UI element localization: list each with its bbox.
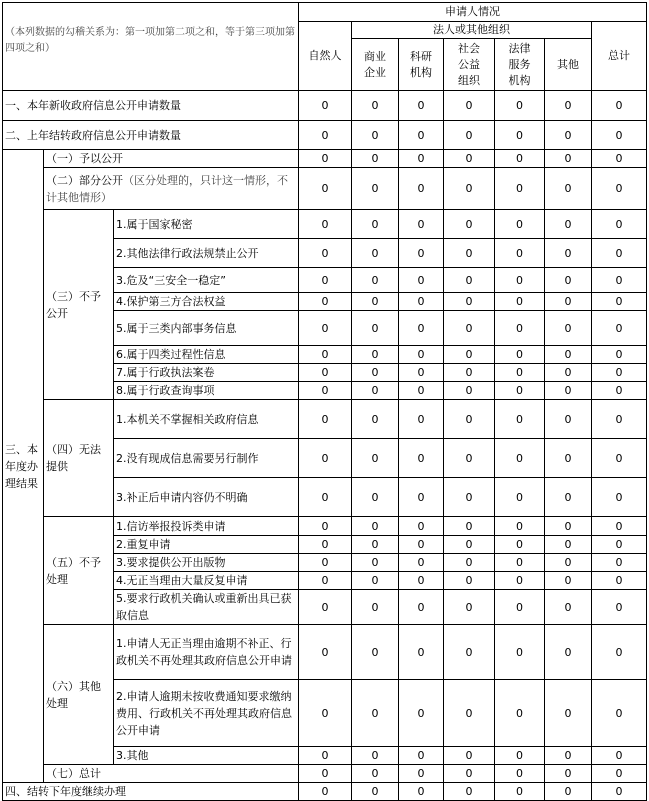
count-cell: 0	[444, 91, 495, 121]
count-cell: 0	[495, 625, 545, 680]
group-label-unavailable: （四）无法提供	[44, 400, 114, 517]
count-cell: 0	[399, 121, 444, 150]
header-applicant: 申请人情况	[299, 3, 647, 22]
count-cell: 0	[299, 554, 352, 572]
item-label: 2.其他法律行政法规禁止公开	[114, 239, 299, 268]
count-cell: 0	[444, 400, 495, 439]
count-cell: 0	[299, 293, 352, 311]
count-cell: 0	[352, 239, 399, 268]
count-cell: 0	[299, 121, 352, 150]
count-cell: 0	[299, 572, 352, 590]
count-cell: 0	[592, 765, 647, 783]
count-cell: 0	[399, 400, 444, 439]
count-cell: 0	[299, 268, 352, 293]
count-cell: 0	[444, 293, 495, 311]
count-cell: 0	[592, 150, 647, 168]
count-cell: 0	[495, 400, 545, 439]
item-label: 2.重复申请	[114, 536, 299, 554]
count-cell: 0	[444, 783, 495, 801]
count-cell: 0	[545, 210, 592, 239]
count-cell: 0	[299, 382, 352, 400]
count-cell: 0	[592, 400, 647, 439]
table-row	[3, 765, 647, 783]
count-cell: 0	[352, 590, 399, 625]
count-cell: 0	[399, 765, 444, 783]
group-label-not-processed: （五）不予处理	[44, 517, 114, 625]
count-cell: 0	[352, 311, 399, 346]
count-cell: 0	[545, 439, 592, 478]
count-cell: 0	[592, 590, 647, 625]
count-cell: 0	[495, 747, 545, 765]
item-label: 1.属于国家秘密	[114, 210, 299, 239]
count-cell: 0	[299, 765, 352, 783]
count-cell: 0	[352, 293, 399, 311]
count-cell: 0	[352, 150, 399, 168]
count-cell: 0	[299, 364, 352, 382]
count-cell: 0	[352, 783, 399, 801]
count-cell: 0	[495, 91, 545, 121]
count-cell: 0	[495, 536, 545, 554]
count-cell: 0	[352, 364, 399, 382]
group-label-withheld: （三）不予公开	[44, 210, 114, 400]
table-row	[3, 625, 647, 680]
item-label: 1.本机关不掌握相关政府信息	[114, 400, 299, 439]
count-cell: 0	[444, 439, 495, 478]
count-cell: 0	[592, 239, 647, 268]
count-cell: 0	[545, 625, 592, 680]
table-row	[3, 400, 647, 439]
row-label-carry-forward: 四、结转下年度继续办理	[3, 783, 299, 801]
count-cell: 0	[352, 765, 399, 783]
item-label: 4.保护第三方合法权益	[114, 293, 299, 311]
count-cell: 0	[495, 478, 545, 517]
count-cell: 0	[592, 536, 647, 554]
count-cell: 0	[399, 239, 444, 268]
item-label: 3.危及“三安全一稳定”	[114, 268, 299, 293]
count-cell: 0	[592, 478, 647, 517]
count-cell: 0	[495, 590, 545, 625]
count-cell: 0	[352, 517, 399, 536]
count-cell: 0	[592, 168, 647, 210]
header-note: （本列数据的勾稽关系为：第一项加第二项之和，等于第三项加第四项之和）	[3, 3, 299, 91]
count-cell: 0	[592, 783, 647, 801]
count-cell: 0	[299, 517, 352, 536]
count-cell: 0	[399, 168, 444, 210]
table-row	[3, 121, 647, 150]
count-cell: 0	[592, 268, 647, 293]
count-cell: 0	[352, 91, 399, 121]
header-org-type: 法律 服务 机构	[495, 39, 545, 91]
count-cell: 0	[545, 382, 592, 400]
count-cell: 0	[399, 536, 444, 554]
item-label: 3.要求提供公开出版物	[114, 554, 299, 572]
count-cell: 0	[592, 346, 647, 364]
count-cell: 0	[399, 364, 444, 382]
count-cell: 0	[352, 554, 399, 572]
count-cell: 0	[495, 168, 545, 210]
count-cell: 0	[399, 680, 444, 747]
count-cell: 0	[545, 536, 592, 554]
count-cell: 0	[444, 680, 495, 747]
count-cell: 0	[592, 311, 647, 346]
count-cell: 0	[299, 210, 352, 239]
count-cell: 0	[592, 364, 647, 382]
count-cell: 0	[444, 268, 495, 293]
count-cell: 0	[352, 168, 399, 210]
count-cell: 0	[545, 121, 592, 150]
count-cell: 0	[545, 478, 592, 517]
count-cell: 0	[444, 517, 495, 536]
item-label: 2.申请人逾期未按收费通知要求缴纳费用、行政机关不再处理其政府信息公开申请	[114, 680, 299, 747]
count-cell: 0	[352, 268, 399, 293]
count-cell: 0	[299, 239, 352, 268]
count-cell: 0	[592, 572, 647, 590]
count-cell: 0	[545, 91, 592, 121]
count-cell: 0	[444, 382, 495, 400]
count-cell: 0	[545, 680, 592, 747]
count-cell: 0	[299, 747, 352, 765]
count-cell: 0	[399, 747, 444, 765]
count-cell: 0	[495, 268, 545, 293]
count-cell: 0	[495, 293, 545, 311]
group-label-partial-main: （二）部分公开	[46, 173, 123, 187]
header-total: 总计	[592, 22, 647, 91]
count-cell: 0	[352, 680, 399, 747]
count-cell: 0	[592, 439, 647, 478]
item-label: 6.属于四类过程性信息	[114, 346, 299, 364]
count-cell: 0	[495, 517, 545, 536]
count-cell: 0	[399, 783, 444, 801]
count-cell: 0	[444, 590, 495, 625]
count-cell: 0	[444, 210, 495, 239]
item-label: 7.属于行政执法案卷	[114, 364, 299, 382]
count-cell: 0	[495, 210, 545, 239]
header-org-type: 科研 机构	[399, 39, 444, 91]
count-cell: 0	[545, 747, 592, 765]
count-cell: 0	[545, 554, 592, 572]
count-cell: 0	[399, 554, 444, 572]
count-cell: 0	[444, 747, 495, 765]
count-cell: 0	[352, 478, 399, 517]
count-cell: 0	[399, 311, 444, 346]
item-label: 8.属于行政查询事项	[114, 382, 299, 400]
group-label-disclosed: （一）予以公开	[44, 150, 299, 168]
count-cell: 0	[495, 311, 545, 346]
count-cell: 0	[352, 536, 399, 554]
count-cell: 0	[352, 210, 399, 239]
count-cell: 0	[495, 765, 545, 783]
count-cell: 0	[399, 478, 444, 517]
count-cell: 0	[495, 364, 545, 382]
count-cell: 0	[545, 346, 592, 364]
row-label-carried-requests: 二、上年结转政府信息公开申请数量	[3, 121, 299, 150]
count-cell: 0	[444, 554, 495, 572]
group-label-partial-note: （区分处理的，只计这一情形，不计其他情形）	[46, 173, 288, 204]
count-cell: 0	[545, 590, 592, 625]
count-cell: 0	[545, 239, 592, 268]
count-cell: 0	[444, 364, 495, 382]
count-cell: 0	[299, 478, 352, 517]
count-cell: 0	[495, 572, 545, 590]
count-cell: 0	[299, 91, 352, 121]
count-cell: 0	[399, 91, 444, 121]
table-row	[3, 168, 647, 210]
count-cell: 0	[352, 121, 399, 150]
row-label-new-requests: 一、本年新收政府信息公开申请数量	[3, 91, 299, 121]
count-cell: 0	[592, 680, 647, 747]
group-label-total: （七）总计	[44, 765, 299, 783]
table-row	[3, 783, 647, 801]
count-cell: 0	[299, 311, 352, 346]
count-cell: 0	[352, 439, 399, 478]
count-cell: 0	[299, 400, 352, 439]
table-row	[3, 91, 647, 121]
count-cell: 0	[495, 382, 545, 400]
table-row	[3, 150, 647, 168]
count-cell: 0	[399, 572, 444, 590]
header-org-type: 商业 企业	[352, 39, 399, 91]
count-cell: 0	[495, 150, 545, 168]
group-label-partial	[44, 168, 299, 210]
item-label: 5.要求行政机关确认或重新出具已获取信息	[114, 590, 299, 625]
count-cell: 0	[495, 121, 545, 150]
count-cell: 0	[545, 168, 592, 210]
count-cell: 0	[545, 293, 592, 311]
count-cell: 0	[299, 783, 352, 801]
count-cell: 0	[545, 268, 592, 293]
count-cell: 0	[399, 293, 444, 311]
count-cell: 0	[545, 364, 592, 382]
gov-info-disclosure-table	[2, 2, 647, 801]
count-cell: 0	[592, 91, 647, 121]
count-cell: 0	[299, 346, 352, 364]
item-label: 5.属于三类内部事务信息	[114, 311, 299, 346]
header-legal-group: 法人或其他组织	[352, 22, 592, 39]
count-cell: 0	[299, 536, 352, 554]
count-cell: 0	[352, 400, 399, 439]
item-label: 3.其他	[114, 747, 299, 765]
count-cell: 0	[592, 293, 647, 311]
count-cell: 0	[495, 783, 545, 801]
count-cell: 0	[399, 150, 444, 168]
count-cell: 0	[495, 239, 545, 268]
count-cell: 0	[444, 150, 495, 168]
section-results-label: 三、本年度办理结果	[3, 150, 44, 783]
count-cell: 0	[299, 625, 352, 680]
count-cell: 0	[545, 572, 592, 590]
count-cell: 0	[592, 517, 647, 536]
count-cell: 0	[444, 311, 495, 346]
count-cell: 0	[444, 121, 495, 150]
count-cell: 0	[592, 210, 647, 239]
count-cell: 0	[592, 625, 647, 680]
count-cell: 0	[444, 346, 495, 364]
item-label: 1.申请人无正当理由逾期不补正、行政机关不再处理其政府信息公开申请	[114, 625, 299, 680]
count-cell: 0	[444, 572, 495, 590]
count-cell: 0	[352, 346, 399, 364]
count-cell: 0	[592, 747, 647, 765]
count-cell: 0	[399, 439, 444, 478]
count-cell: 0	[399, 210, 444, 239]
count-cell: 0	[592, 554, 647, 572]
count-cell: 0	[495, 439, 545, 478]
count-cell: 0	[399, 517, 444, 536]
count-cell: 0	[399, 268, 444, 293]
count-cell: 0	[545, 517, 592, 536]
count-cell: 0	[399, 346, 444, 364]
count-cell: 0	[592, 121, 647, 150]
count-cell: 0	[495, 346, 545, 364]
item-label: 3.补正后申请内容仍不明确	[114, 478, 299, 517]
count-cell: 0	[444, 765, 495, 783]
item-label: 2.没有现成信息需要另行制作	[114, 439, 299, 478]
count-cell: 0	[299, 439, 352, 478]
count-cell: 0	[444, 625, 495, 680]
count-cell: 0	[399, 382, 444, 400]
header-org-type: 其他	[545, 39, 592, 91]
count-cell: 0	[545, 150, 592, 168]
count-cell: 0	[495, 554, 545, 572]
item-label: 4.无正当理由大量反复申请	[114, 572, 299, 590]
count-cell: 0	[444, 168, 495, 210]
count-cell: 0	[352, 747, 399, 765]
count-cell: 0	[545, 400, 592, 439]
count-cell: 0	[352, 382, 399, 400]
count-cell: 0	[352, 572, 399, 590]
header-natural-person: 自然人	[299, 22, 352, 91]
header-org-type: 社会 公益 组织	[444, 39, 495, 91]
group-label-other-processing: （六）其他处理	[44, 625, 114, 765]
table-row	[3, 210, 647, 239]
count-cell: 0	[299, 150, 352, 168]
count-cell: 0	[495, 680, 545, 747]
count-cell: 0	[545, 765, 592, 783]
count-cell: 0	[592, 382, 647, 400]
count-cell: 0	[545, 311, 592, 346]
count-cell: 0	[444, 478, 495, 517]
count-cell: 0	[444, 536, 495, 554]
count-cell: 0	[352, 625, 399, 680]
item-label: 1.信访举报投诉类申请	[114, 517, 299, 536]
count-cell: 0	[399, 590, 444, 625]
count-cell: 0	[444, 239, 495, 268]
table-row	[3, 517, 647, 536]
count-cell: 0	[299, 168, 352, 210]
count-cell: 0	[299, 680, 352, 747]
count-cell: 0	[299, 590, 352, 625]
count-cell: 0	[399, 625, 444, 680]
count-cell: 0	[545, 783, 592, 801]
